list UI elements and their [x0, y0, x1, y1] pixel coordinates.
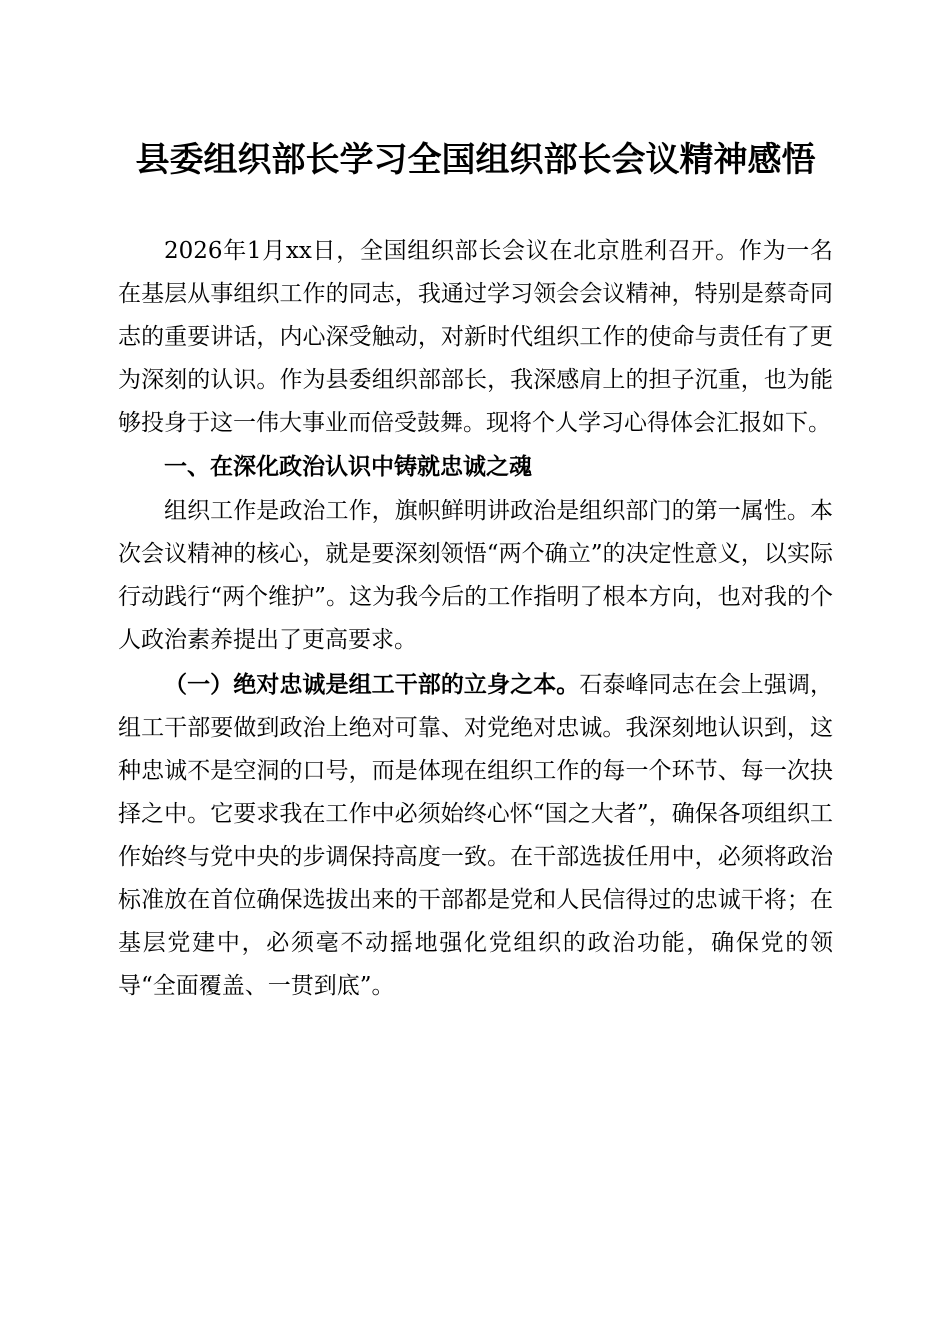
intro-paragraph: 2026年1月xx日，全国组织部长会议在北京胜利召开。作为一名在基层从事组织工作的同志，我通过学习领会会议精神，特别是蔡奇同志的重要讲话，内心深受触动，对新时代组织工作的使命与责任有了更为深刻的认识。作为县委组织部部长，我深感肩上的担子沉重，也为能够投身于这一伟大事业而倍受鼓舞。现将个人学习心得体会汇报如下。: [118, 238, 833, 436]
subsection-lead: （一）绝对忠诚是组工干部的立身之本。: [164, 671, 580, 698]
section-paragraph: 组织工作是政治工作，旗帜鲜明讲政治是组织部门的第一属性。本次会议精神的核心，就是要深刻领悟“两个确立”的决定性意义，以实际行动践行“两个维护”。这为我今后的工作指明了根本方向，也对我的个人政治素养提出了更高要求。: [118, 498, 833, 653]
document-body: [118, 230, 833, 1009]
subsection-paragraph: [118, 663, 833, 1008]
section-heading: 一、在深化政治认识中铸就忠诚之魂: [164, 454, 532, 480]
document-title: 县委组织部长学习全国组织部长会议精神感悟: [135, 140, 816, 180]
subsection-text: 石泰峰同志在会上强调，组工干部要做到政治上绝对可靠、对党绝对忠诚。我深刻地认识到，这种忠诚不是空洞的口号，而是体现在组织工作的每一个环节、每一次抉择之中。它要求我在工作中必须始终心怀“国之大者”，确保各项组织工作始终与党中央的步调保持高度一致。在干部选拔任用中，必须将政治标准放在首位确保选拔出来的干部都是党和人民信得过的忠诚干将；在基层党建中，必须毫不动摇地强化党组织的政治功能，确保党的领导“全面覆盖、一贯到底”。: [118, 672, 834, 999]
